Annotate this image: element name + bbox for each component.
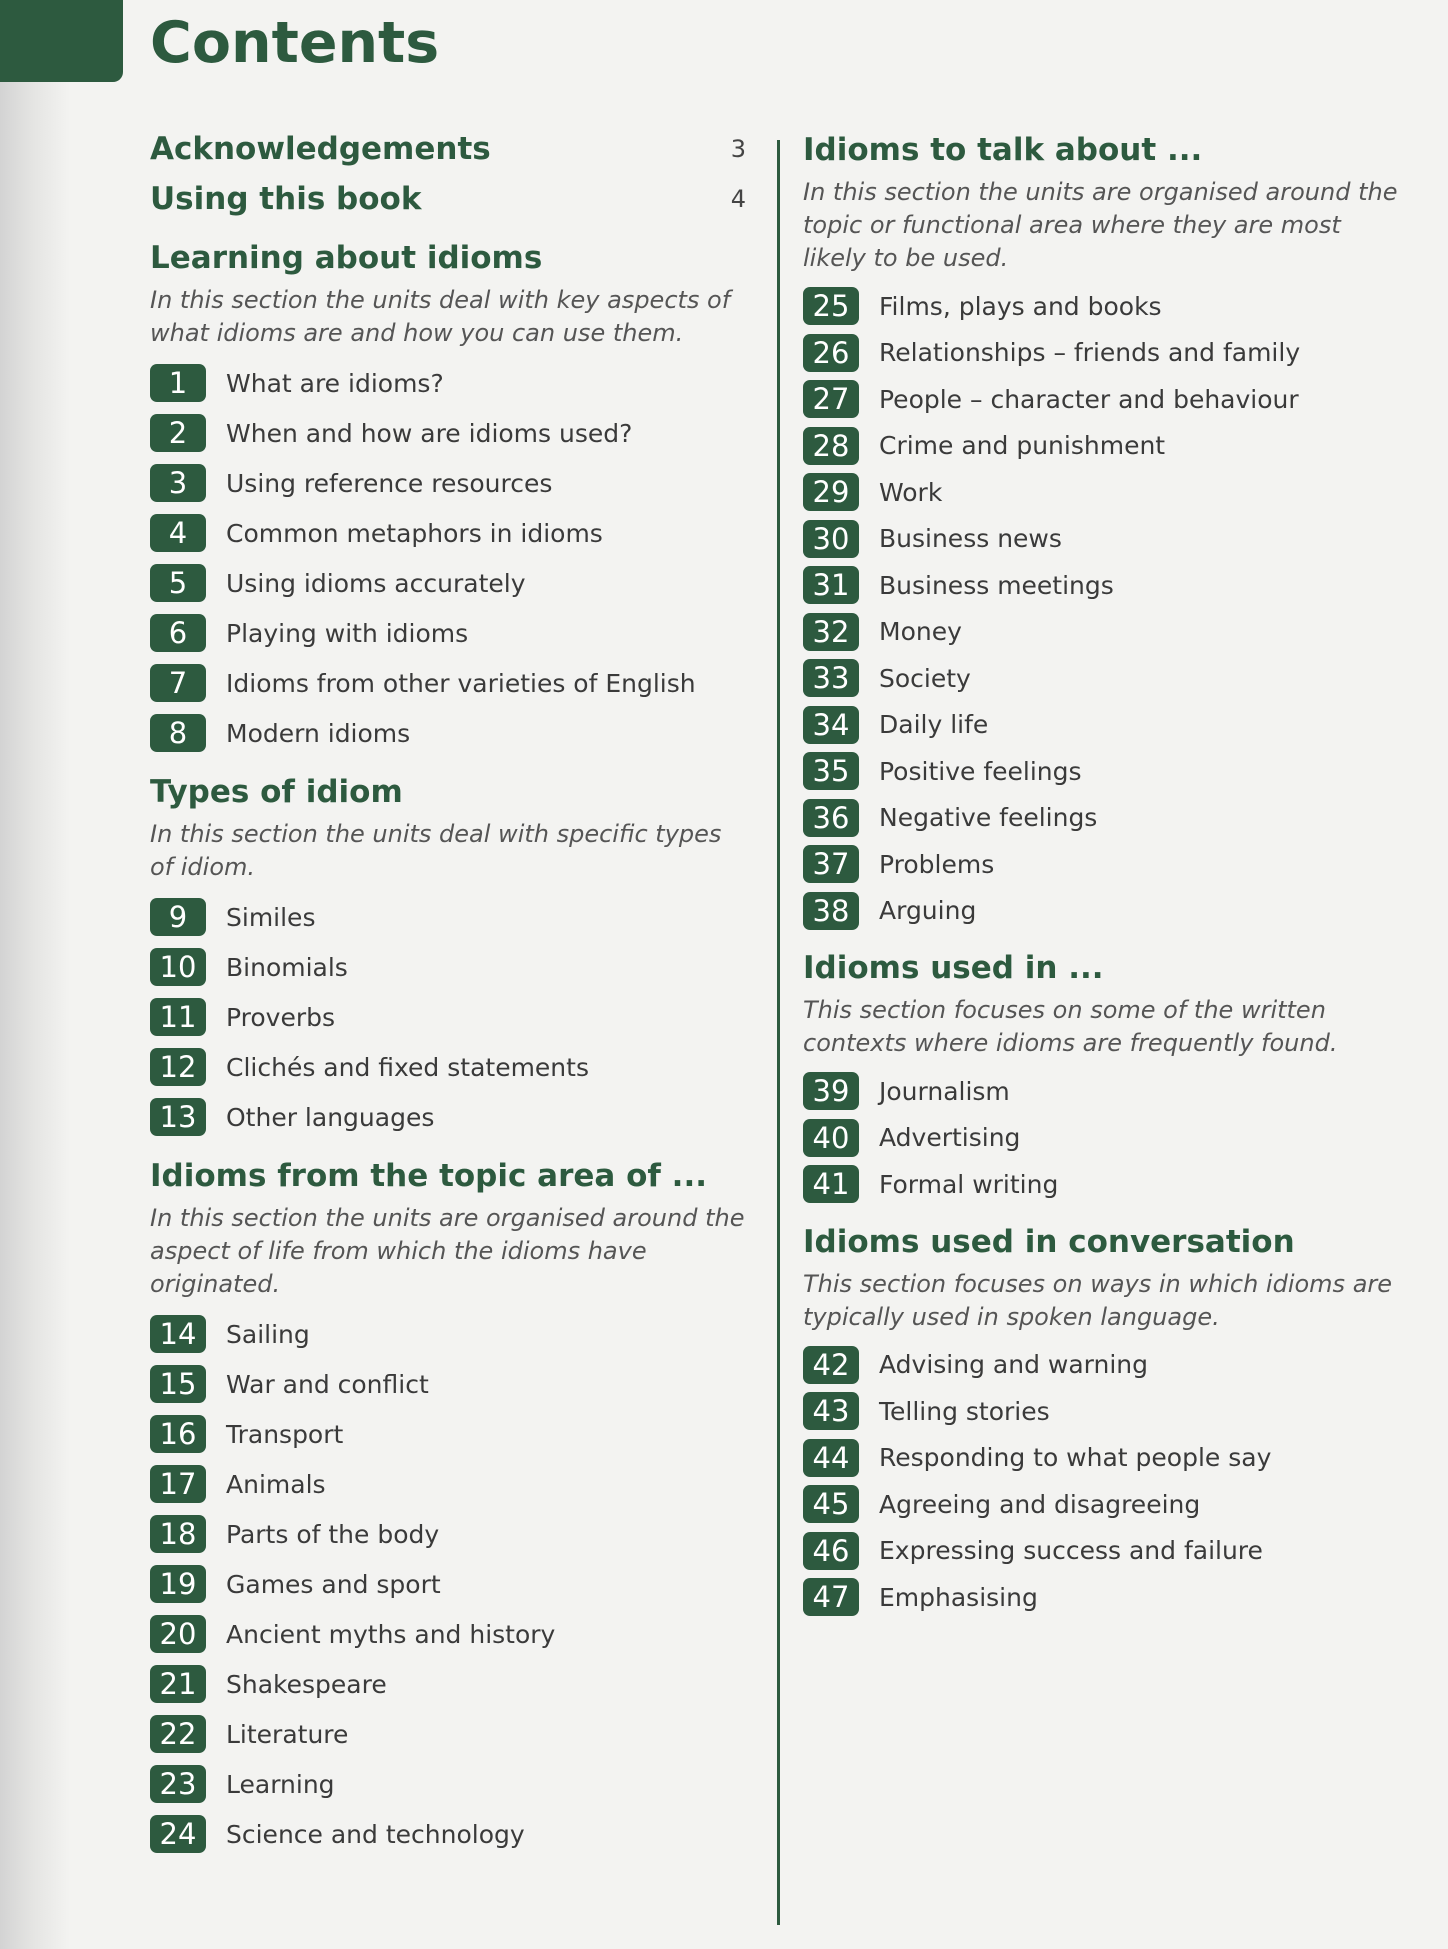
unit-title: What are idioms? [226, 368, 444, 398]
toc-page-number: 4 [730, 185, 746, 213]
unit-number-badge: 42 [803, 1346, 859, 1384]
unit-entry[interactable] [150, 1659, 750, 1709]
unit-entry[interactable] [803, 376, 1403, 423]
unit-title: Business news [879, 524, 1062, 554]
unit-title: Society [879, 663, 971, 693]
unit-title: Similes [226, 902, 316, 932]
unit-title: Clichés and fixed statements [226, 1052, 589, 1082]
left-column [150, 124, 750, 1859]
unit-number-badge: 46 [803, 1532, 859, 1570]
unit-number-badge: 24 [150, 1815, 206, 1853]
unit-title: Science and technology [226, 1819, 525, 1849]
unit-number-badge: 12 [150, 1048, 206, 1086]
chapter-tab [0, 0, 123, 82]
unit-entry[interactable] [150, 1709, 750, 1759]
unit-entry[interactable] [803, 702, 1403, 749]
unit-title: Shakespeare [226, 1669, 387, 1699]
unit-number-badge: 34 [803, 706, 859, 744]
unit-number-badge: 47 [803, 1578, 859, 1616]
unit-title: Films, plays and books [879, 291, 1162, 321]
section-description: In this section the units deal with key aspects of what idioms are and how you can use them. [150, 286, 731, 347]
unit-title: People – character and behaviour [879, 384, 1299, 414]
unit-entry[interactable] [150, 1759, 750, 1809]
unit-entry[interactable] [150, 508, 750, 558]
unit-title: Binomials [226, 952, 348, 982]
toc-section [150, 766, 750, 1142]
right-sections [803, 124, 1403, 1621]
unit-title: Other languages [226, 1102, 435, 1132]
unit-number-badge: 25 [803, 287, 859, 325]
unit-title: Positive feelings [879, 756, 1082, 786]
unit-entry[interactable] [150, 358, 750, 408]
unit-title: Sailing [226, 1319, 310, 1349]
page-title: Contents [150, 10, 440, 76]
unit-number-badge: 30 [803, 520, 859, 558]
section-heading: Idioms used in ... [803, 950, 1104, 986]
unit-entry[interactable] [150, 1309, 750, 1359]
unit-number-badge: 26 [803, 334, 859, 372]
unit-number-badge: 37 [803, 845, 859, 883]
unit-number-badge: 15 [150, 1365, 206, 1403]
unit-number-badge: 41 [803, 1165, 859, 1203]
column-divider [777, 140, 780, 1925]
unit-title: Formal writing [879, 1169, 1059, 1199]
unit-number-badge: 11 [150, 998, 206, 1036]
unit-entry[interactable] [803, 1481, 1403, 1528]
toc-entry-label: Using this book [150, 181, 422, 217]
section-heading: Idioms to talk about ... [803, 132, 1203, 168]
right-column [803, 124, 1403, 1621]
unit-number-badge: 36 [803, 799, 859, 837]
unit-title: Modern idioms [226, 718, 411, 748]
unit-entry[interactable] [150, 942, 750, 992]
unit-entry[interactable] [803, 795, 1403, 842]
unit-title: Parts of the body [226, 1519, 440, 1549]
unit-entry[interactable] [150, 1359, 750, 1409]
section-heading: Learning about idioms [150, 240, 543, 276]
unit-entry[interactable] [150, 992, 750, 1042]
unit-number-badge: 31 [803, 566, 859, 604]
unit-number-badge: 19 [150, 1565, 206, 1603]
unit-number-badge: 39 [803, 1072, 859, 1110]
section-description: In this section the units deal with specific types of idiom. [150, 820, 722, 881]
unit-entry[interactable] [803, 1528, 1403, 1575]
unit-entry[interactable] [803, 1068, 1403, 1115]
section-heading: Idioms used in conversation [803, 1223, 1295, 1260]
section-description: This section focuses on ways in which idioms are typically used in spoken language. [803, 1269, 1393, 1331]
unit-title: Idioms from other varieties of English [226, 668, 696, 698]
unit-entry[interactable] [150, 1459, 750, 1509]
unit-entry[interactable] [803, 888, 1403, 935]
unit-number-badge: 23 [150, 1765, 206, 1803]
unit-number-badge: 6 [150, 614, 206, 652]
toc-section [150, 232, 750, 758]
unit-entry[interactable] [150, 1609, 750, 1659]
unit-title: Ancient myths and history [226, 1619, 556, 1649]
unit-number-badge: 1 [150, 364, 206, 402]
unit-number-badge: 38 [803, 892, 859, 930]
toc-section [150, 1150, 750, 1859]
unit-number-badge: 16 [150, 1415, 206, 1453]
unit-number-badge: 29 [803, 473, 859, 511]
unit-number-badge: 22 [150, 1715, 206, 1753]
unit-entry[interactable] [803, 516, 1403, 563]
unit-entry[interactable] [803, 469, 1403, 516]
unit-entry[interactable] [803, 1161, 1403, 1208]
unit-number-badge: 45 [803, 1485, 859, 1523]
unit-number-badge: 5 [150, 564, 206, 602]
unit-entry[interactable] [803, 423, 1403, 470]
unit-title: Daily life [879, 710, 989, 740]
unit-title: Games and sport [226, 1569, 441, 1599]
unit-entry[interactable] [803, 1388, 1403, 1435]
unit-title: Money [879, 617, 962, 647]
unit-entry[interactable] [803, 562, 1403, 609]
unit-title: Common metaphors in idioms [226, 518, 603, 548]
section-description: In this section the units are organised around the aspect of life from which the idioms have originated. [150, 1204, 745, 1298]
unit-number-badge: 3 [150, 464, 206, 502]
toc-section [803, 124, 1403, 934]
unit-title: Literature [226, 1719, 349, 1749]
toc-section [803, 1216, 1403, 1621]
unit-title: Advising and warning [879, 1350, 1148, 1380]
unit-entry[interactable] [150, 1559, 750, 1609]
unit-number-badge: 4 [150, 514, 206, 552]
unit-entry[interactable] [803, 1115, 1403, 1162]
unit-title: Animals [226, 1469, 326, 1499]
toc-entry-acknowledgements[interactable] [150, 124, 750, 174]
unit-entry[interactable] [150, 558, 750, 608]
unit-title: Advertising [879, 1123, 1021, 1153]
unit-entry[interactable] [150, 1809, 750, 1859]
toc-section [803, 942, 1403, 1208]
unit-number-badge: 14 [150, 1315, 206, 1353]
unit-title: Arguing [879, 896, 977, 926]
toc-entry-using-this-book[interactable] [150, 174, 750, 224]
unit-entry[interactable] [150, 892, 750, 942]
unit-title: Emphasising [879, 1582, 1038, 1612]
unit-number-badge: 8 [150, 714, 206, 752]
unit-entry[interactable] [150, 458, 750, 508]
toc-page-number: 3 [730, 135, 746, 163]
unit-title: When and how are idioms used? [226, 418, 633, 448]
unit-number-badge: 28 [803, 427, 859, 465]
unit-number-badge: 18 [150, 1515, 206, 1553]
unit-title: Business meetings [879, 570, 1114, 600]
unit-title: Agreeing and disagreeing [879, 1489, 1201, 1519]
unit-number-badge: 7 [150, 664, 206, 702]
unit-number-badge: 40 [803, 1119, 859, 1157]
section-description: This section focuses on some of the written contexts where idioms are frequently found. [803, 996, 1338, 1057]
unit-title: Work [879, 477, 943, 507]
left-sections [150, 232, 750, 1859]
unit-title: Relationships – friends and family [879, 338, 1301, 368]
unit-entry[interactable] [150, 658, 750, 708]
unit-number-badge: 27 [803, 380, 859, 418]
unit-entry[interactable] [150, 408, 750, 458]
unit-title: Learning [226, 1769, 335, 1799]
unit-title: Telling stories [879, 1396, 1050, 1426]
unit-number-badge: 32 [803, 613, 859, 651]
unit-entry[interactable] [150, 1092, 750, 1142]
unit-number-badge: 13 [150, 1098, 206, 1136]
unit-number-badge: 33 [803, 659, 859, 697]
unit-number-badge: 43 [803, 1392, 859, 1430]
unit-entry[interactable] [803, 748, 1403, 795]
unit-entry[interactable] [150, 608, 750, 658]
unit-number-badge: 9 [150, 898, 206, 936]
unit-entry[interactable] [150, 1042, 750, 1092]
unit-entry[interactable] [803, 330, 1403, 377]
unit-title: Proverbs [226, 1002, 336, 1032]
unit-title: Expressing success and failure [879, 1536, 1263, 1566]
unit-number-badge: 2 [150, 414, 206, 452]
section-description: In this section the units are organised around the topic or functional area where they are most likely to be used. [803, 178, 1398, 272]
unit-entry[interactable] [803, 609, 1403, 656]
unit-title: Crime and punishment [879, 431, 1166, 461]
unit-entry[interactable] [803, 655, 1403, 702]
unit-entry[interactable] [803, 283, 1403, 330]
unit-title: Using reference resources [226, 468, 553, 498]
unit-number-badge: 35 [803, 752, 859, 790]
unit-title: Responding to what people say [879, 1443, 1272, 1473]
unit-number-badge: 44 [803, 1439, 859, 1477]
unit-number-badge: 20 [150, 1615, 206, 1653]
unit-title: Playing with idioms [226, 618, 469, 648]
unit-entry[interactable] [150, 708, 750, 758]
unit-title: Using idioms accurately [226, 568, 526, 598]
unit-number-badge: 21 [150, 1665, 206, 1703]
unit-entry[interactable] [803, 1342, 1403, 1389]
unit-title: Negative feelings [879, 803, 1098, 833]
section-heading: Types of idiom [150, 774, 403, 810]
unit-entry[interactable] [150, 1509, 750, 1559]
unit-title: Journalism [879, 1076, 1010, 1106]
unit-entry[interactable] [803, 1574, 1403, 1621]
section-heading: Idioms from the topic area of ... [150, 1158, 708, 1194]
unit-title: War and conflict [226, 1369, 429, 1399]
unit-number-badge: 17 [150, 1465, 206, 1503]
toc-entry-label: Acknowledgements [150, 131, 491, 167]
unit-title: Transport [226, 1419, 344, 1449]
unit-entry[interactable] [150, 1409, 750, 1459]
unit-entry[interactable] [803, 841, 1403, 888]
unit-entry[interactable] [803, 1435, 1403, 1482]
unit-number-badge: 10 [150, 948, 206, 986]
book-spine-shadow [0, 0, 70, 1949]
unit-title: Problems [879, 849, 995, 879]
